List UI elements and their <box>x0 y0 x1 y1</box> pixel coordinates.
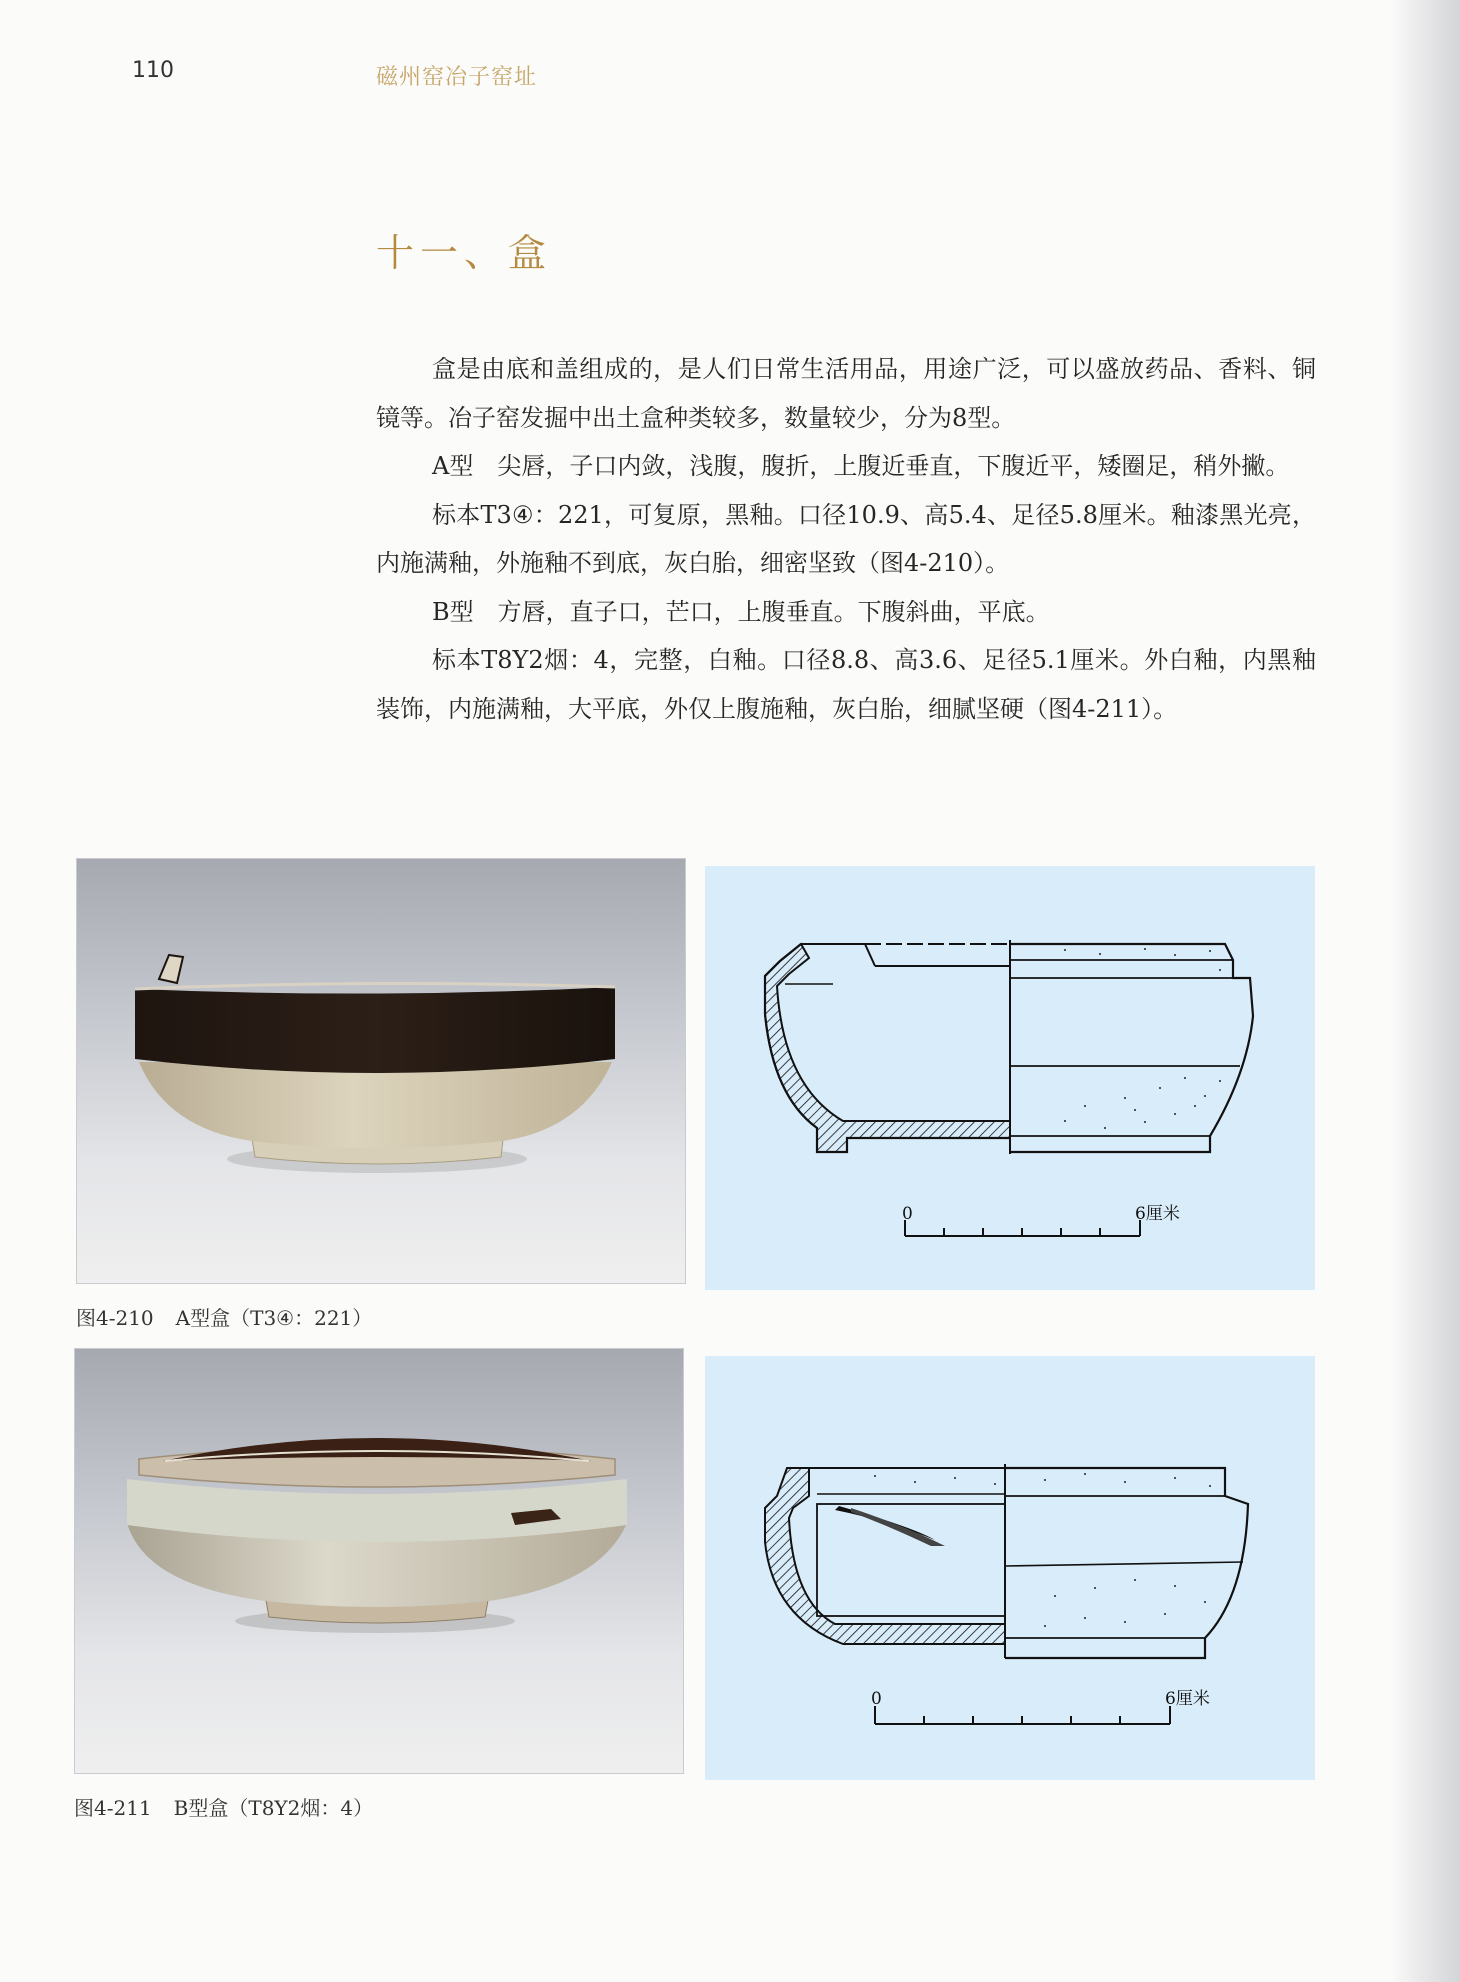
figure-4-211-photo <box>74 1348 684 1774</box>
figure-4-210-photo <box>76 858 686 1284</box>
figure-caption-text: B型盒（T8Y2烟：4） <box>173 1796 374 1820</box>
figure-caption-text: A型盒（T3④：221） <box>175 1306 373 1330</box>
page-edge-shadow <box>1390 0 1460 1982</box>
figure-4-210-caption <box>76 1302 372 1331</box>
running-title: 磁州窑冶子窑址 <box>376 65 538 90</box>
scale-zero-b: 0 <box>871 1689 882 1709</box>
paragraph-specimen-b: 标本T8Y2烟：4，完整，白釉。口径8.8、高3.6、足径5.1厘米。外白釉，内黑釉装饰，内施满釉，大平底，外仅上腹施釉，灰白胎，细腻坚硬（图4-211）。 <box>376 646 1316 723</box>
section-drawing-b <box>705 1356 1315 1780</box>
figure-label: 图4-210 <box>76 1306 154 1330</box>
scale-end-b: 6厘米 <box>1165 1689 1210 1709</box>
section-title: 十一、盒 <box>376 231 553 275</box>
figure-label: 图4-211 <box>74 1796 152 1820</box>
figure-4-211-caption <box>74 1792 373 1821</box>
figure-4-210-drawing <box>705 866 1315 1290</box>
paragraph-type-b: B型 方唇，直子口，芒口，上腹垂直。下腹斜曲，平底。 <box>432 597 1050 626</box>
paragraph-intro: 盒是由底和盖组成的，是人们日常生活用品，用途广泛，可以盛放药品、香料、铜镜等。冶子窑发掘中出土盒种类较多，数量较少，分为8型。 <box>376 355 1316 432</box>
scale-zero-a: 0 <box>902 1204 913 1224</box>
black-glazed-box-photo <box>77 859 685 1283</box>
page-number: 110 <box>132 58 174 83</box>
paragraph-specimen-a: 标本T3④：221，可复原，黑釉。口径10.9、高5.4、足径5.8厘米。釉漆黑光亮，内施满釉，外施釉不到底，灰白胎，细密坚致（图4-210）。 <box>376 500 1316 577</box>
scale-end-a: 6厘米 <box>1135 1204 1180 1224</box>
section-drawing-a <box>705 866 1315 1290</box>
body-text <box>376 345 1316 733</box>
white-glazed-box-photo <box>75 1349 683 1773</box>
paragraph-type-a: A型 尖唇，子口内敛，浅腹，腹折，上腹近垂直，下腹近平，矮圈足，稍外撇。 <box>432 452 1290 480</box>
figure-4-211-drawing <box>705 1356 1315 1780</box>
